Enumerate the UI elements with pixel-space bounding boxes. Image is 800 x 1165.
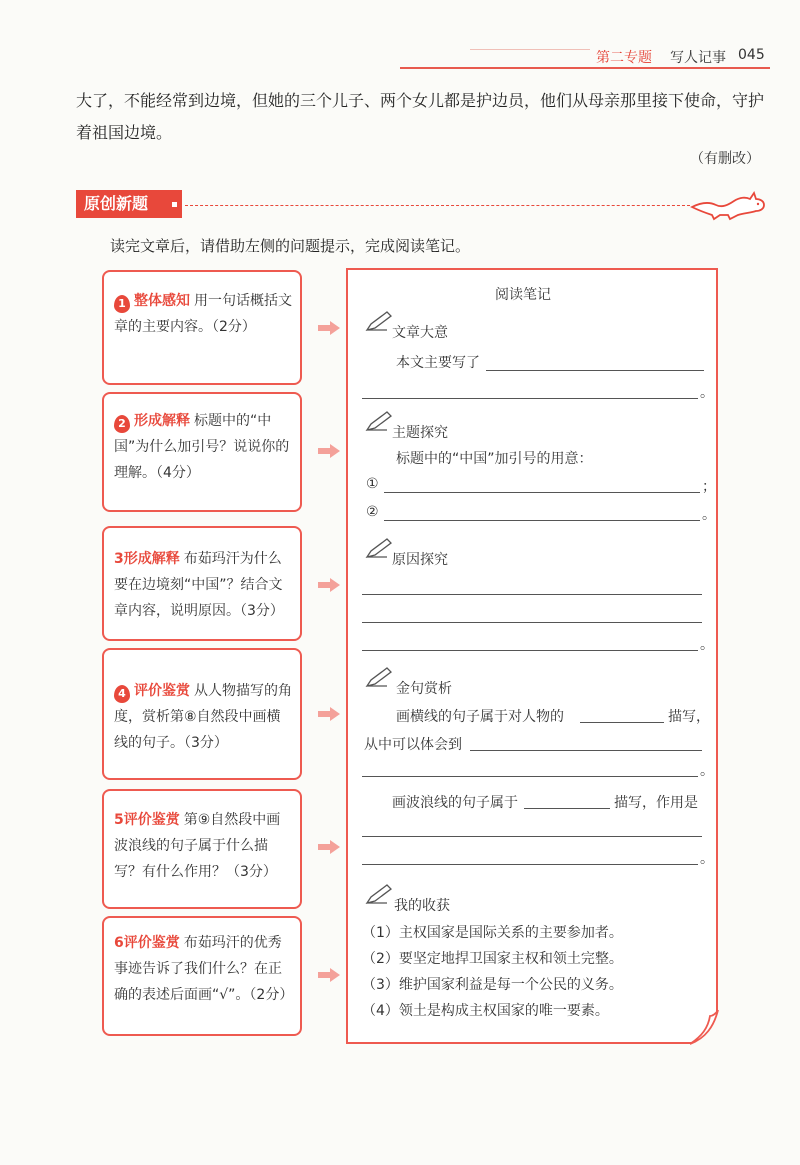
question-category: 形成解释 bbox=[123, 551, 180, 567]
question-box-6 bbox=[102, 916, 302, 1036]
question-category: 评价鉴赏 bbox=[134, 683, 190, 699]
semicolon: ； bbox=[702, 479, 716, 495]
pencil-icon bbox=[365, 310, 393, 332]
arrow-right-icon bbox=[318, 968, 340, 982]
page-number: 045 bbox=[738, 47, 765, 63]
question-box-3 bbox=[102, 526, 302, 641]
notes-theme-prompt: 标题中的“中国”加引号的用意： bbox=[396, 451, 593, 467]
header-title: 写人记事 bbox=[670, 50, 726, 66]
pencil-icon bbox=[365, 883, 393, 905]
answer-line bbox=[580, 722, 664, 723]
answer-line bbox=[362, 776, 698, 777]
answer-line bbox=[362, 650, 698, 651]
article-credit: （有删改） bbox=[690, 151, 760, 167]
header-thin-rule bbox=[470, 49, 590, 50]
period: 。 bbox=[702, 507, 716, 523]
answer-line bbox=[486, 370, 704, 371]
notes-summary-prompt: 本文主要写了 bbox=[396, 355, 480, 371]
header-rule bbox=[400, 67, 770, 69]
arrow-right-icon bbox=[318, 840, 340, 854]
answer-line bbox=[362, 594, 702, 595]
period: 。 bbox=[700, 637, 714, 653]
question-category: 形成解释 bbox=[134, 413, 190, 429]
question-number: 3 bbox=[114, 551, 124, 567]
arrow-right-icon bbox=[318, 444, 340, 458]
answer-line bbox=[362, 398, 698, 399]
arrow-right-icon bbox=[318, 707, 340, 721]
arrow-right-icon bbox=[318, 578, 340, 592]
section-label-dot bbox=[172, 202, 177, 207]
notes-heading-theme: 主题探究 bbox=[392, 425, 448, 441]
question-text: 用一句话概括文章的主要内容。（2分） bbox=[114, 293, 292, 335]
cat-icon bbox=[690, 185, 770, 225]
question-box-5 bbox=[102, 789, 302, 909]
arrow-right-icon bbox=[318, 321, 340, 335]
gain-option-1: （1）主权国家是国际关系的主要参加者。 bbox=[362, 925, 623, 941]
section-label: 原创新题 bbox=[76, 190, 182, 218]
notes-heading-gains: 我的收获 bbox=[394, 898, 450, 914]
flame-number-icon: 2 bbox=[114, 415, 130, 433]
section-dotted-line bbox=[185, 205, 690, 206]
period: 。 bbox=[700, 385, 714, 401]
page-curl-icon bbox=[690, 1010, 722, 1046]
article-text: 大了，不能经常到边境，但她的三个儿子、两个女儿都是护边员，他们从母亲那里接下使命，守护着祖国边境。 bbox=[76, 91, 765, 142]
question-box-4 bbox=[102, 648, 302, 780]
answer-line bbox=[524, 808, 610, 809]
question-box-1 bbox=[102, 270, 302, 385]
question-number: 6 bbox=[114, 935, 124, 951]
answer-line bbox=[470, 750, 702, 751]
flame-number-icon: 1 bbox=[114, 295, 130, 313]
notes-quote-line1a: 画横线的句子属于对人物的 bbox=[396, 709, 564, 725]
gain-option-4: （4）领土是构成主权国家的唯一要素。 bbox=[362, 1003, 609, 1019]
question-text: 从人物描写的角度，赏析第⑧自然段中画横线的句子。（3分） bbox=[114, 683, 292, 751]
notes-heading-reason: 原因探究 bbox=[392, 552, 448, 568]
answer-line bbox=[362, 864, 698, 865]
question-category: 评价鉴赏 bbox=[123, 935, 180, 951]
question-text: 第⑨自然段中画波浪线的句子属于什么描写？有什么作用？（3分） bbox=[114, 812, 281, 880]
notes-heading-summary: 文章大意 bbox=[392, 325, 448, 341]
notes-title: 阅读笔记 bbox=[495, 287, 551, 303]
header-topic: 第二专题 bbox=[596, 50, 652, 66]
instruction-text: 读完文章后，请借助左侧的问题提示，完成阅读笔记。 bbox=[110, 237, 471, 255]
notes-quote-line3a: 画波浪线的句子属于 bbox=[392, 795, 518, 811]
pencil-icon bbox=[365, 410, 393, 432]
question-category: 整体感知 bbox=[134, 293, 190, 309]
circle-number-1: ① bbox=[366, 476, 379, 492]
question-text: 标题中的“中国”为什么加引号？说说你的理解。（4分） bbox=[114, 413, 290, 481]
notes-quote-line3b: 描写，作用是 bbox=[614, 795, 698, 811]
notes-heading-quote: 金句赏析 bbox=[396, 681, 452, 697]
question-box-2 bbox=[102, 392, 302, 512]
pencil-icon bbox=[365, 537, 393, 559]
notes-quote-line2: 从中可以体会到 bbox=[364, 737, 462, 753]
question-category: 评价鉴赏 bbox=[123, 812, 180, 828]
notes-quote-line1b: 描写， bbox=[668, 709, 710, 725]
flame-number-icon: 4 bbox=[114, 685, 130, 703]
gain-option-2: （2）要坚定地捍卫国家主权和领土完整。 bbox=[362, 951, 623, 967]
answer-line bbox=[384, 492, 700, 493]
answer-line bbox=[384, 520, 700, 521]
gain-option-3: （3）维护国家利益是每一个公民的义务。 bbox=[362, 977, 623, 993]
question-text: 布茹玛汗的优秀事迹告诉了我们什么？在正确的表述后面画“√”。（2分） bbox=[114, 935, 294, 1003]
question-number: 5 bbox=[114, 812, 124, 828]
answer-line bbox=[362, 836, 702, 837]
period: 。 bbox=[700, 763, 714, 779]
question-text: 布茹玛汗为什么要在边境刻“中国”？结合文章内容，说明原因。（3分） bbox=[114, 551, 284, 619]
period: 。 bbox=[700, 851, 714, 867]
pencil-icon bbox=[365, 666, 393, 688]
circle-number-2: ② bbox=[366, 504, 379, 520]
answer-line bbox=[362, 622, 702, 623]
